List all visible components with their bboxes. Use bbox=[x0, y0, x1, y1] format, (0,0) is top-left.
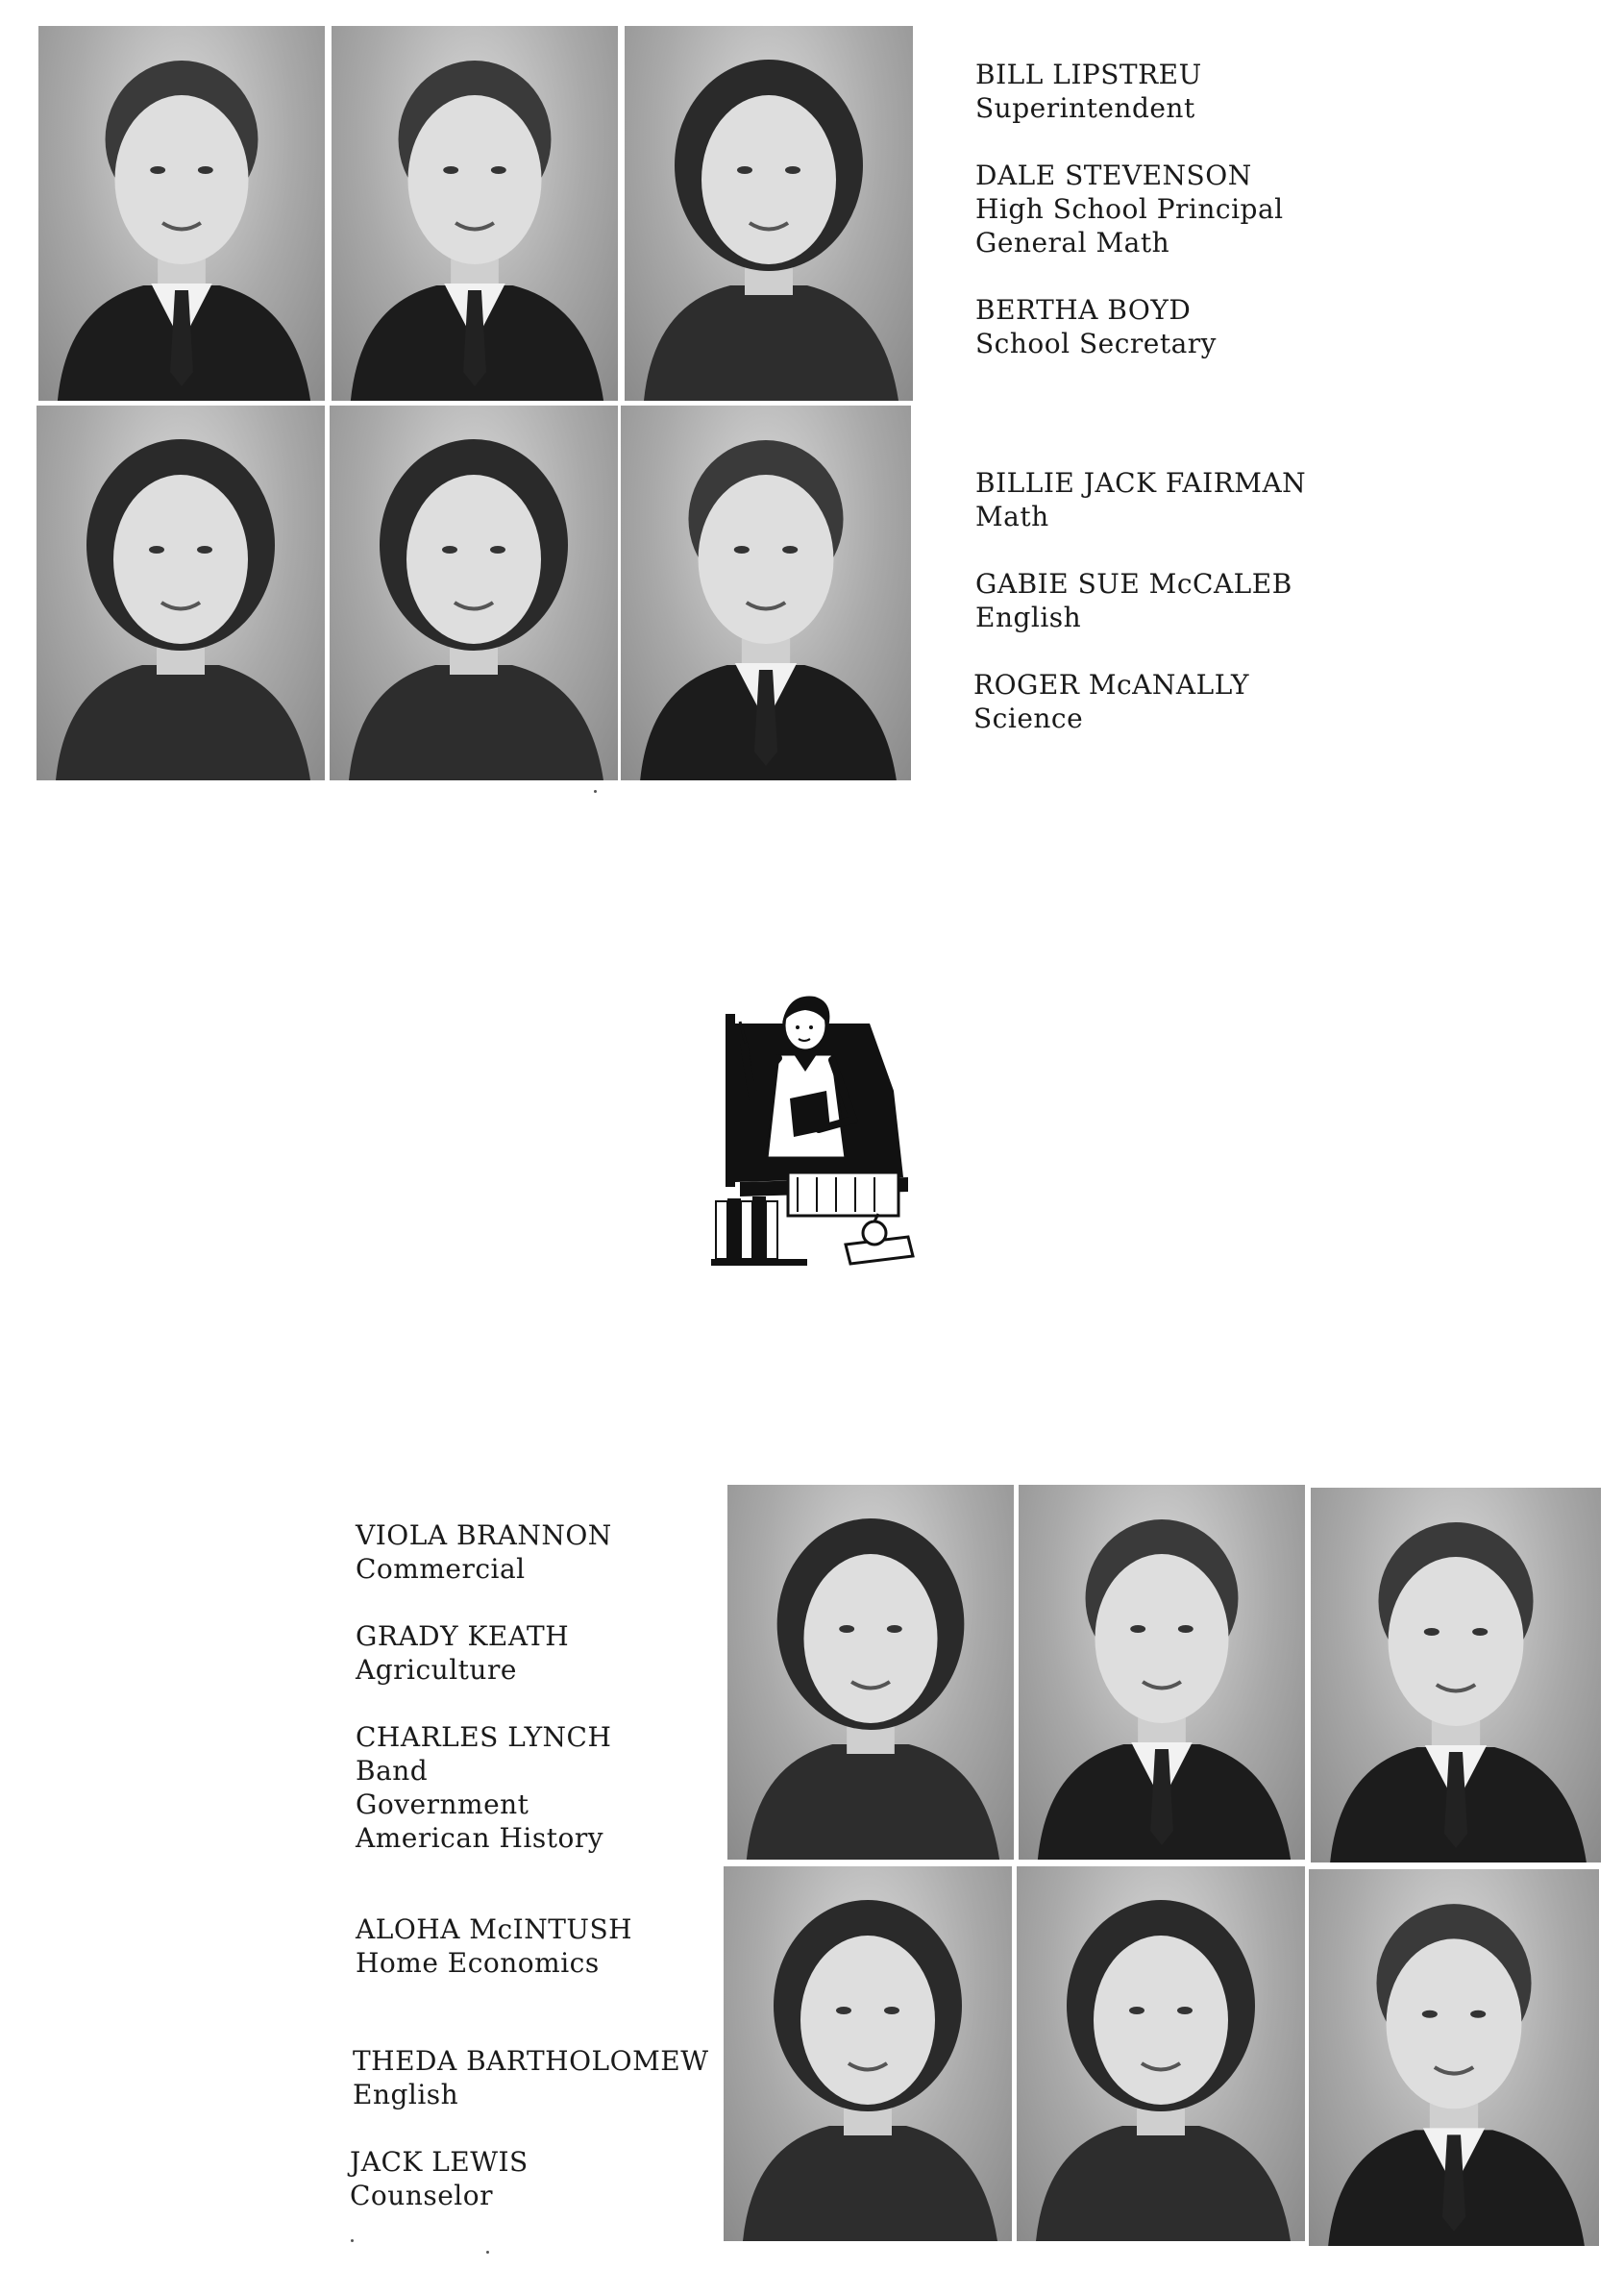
staff-name: ALOHA McINTUSH bbox=[356, 1913, 633, 1945]
portrait-photo bbox=[37, 406, 325, 780]
staff-caption bbox=[350, 2145, 529, 2212]
staff-role: Home Economics bbox=[356, 1947, 600, 1979]
staff-name: CHARLES LYNCH bbox=[356, 1721, 612, 1753]
staff-role: Band bbox=[356, 1755, 429, 1787]
staff-role: Counselor bbox=[350, 2180, 493, 2211]
staff-caption bbox=[973, 668, 1249, 735]
portrait-photo bbox=[1019, 1485, 1305, 1860]
staff-role: Superintendent bbox=[975, 92, 1195, 124]
staff-caption bbox=[975, 58, 1202, 125]
staff-caption bbox=[975, 567, 1292, 634]
staff-name: VIOLA BRANNON bbox=[356, 1519, 612, 1551]
staff-caption bbox=[975, 466, 1306, 533]
staff-name: GRADY KEATH bbox=[356, 1620, 570, 1652]
staff-role: English bbox=[975, 602, 1082, 633]
portrait-photo bbox=[625, 26, 913, 401]
staff-caption bbox=[356, 1912, 632, 1980]
staff-name: JACK LEWIS bbox=[350, 2146, 529, 2178]
staff-role: High School Principal bbox=[975, 193, 1284, 225]
staff-role: School Secretary bbox=[975, 328, 1218, 359]
portrait-photo bbox=[724, 1866, 1012, 2241]
staff-role: General Math bbox=[975, 227, 1170, 259]
teacher-at-blackboard-icon bbox=[701, 985, 923, 1273]
staff-role: Agriculture bbox=[356, 1654, 517, 1686]
staff-name: BERTHA BOYD bbox=[975, 294, 1192, 326]
staff-name: DALE STEVENSON bbox=[975, 160, 1252, 191]
scan-speck bbox=[486, 2251, 489, 2254]
staff-caption bbox=[356, 1720, 611, 1855]
staff-caption bbox=[975, 159, 1284, 259]
staff-caption bbox=[356, 1619, 569, 1687]
portrait-photo bbox=[332, 26, 618, 401]
staff-name: GABIE SUE McCALEB bbox=[975, 568, 1292, 600]
staff-role: English bbox=[353, 2079, 459, 2110]
staff-role: Math bbox=[975, 501, 1049, 532]
staff-name: BILLIE JACK FAIRMAN bbox=[975, 467, 1307, 499]
staff-role: American History bbox=[356, 1822, 604, 1854]
portrait-photo bbox=[330, 406, 618, 780]
portrait-photo bbox=[38, 26, 325, 401]
scan-speck bbox=[594, 790, 597, 793]
staff-name: THEDA BARTHOLOMEW bbox=[353, 2045, 709, 2077]
staff-role: Commercial bbox=[356, 1553, 526, 1585]
portrait-photo bbox=[727, 1485, 1014, 1860]
portrait-photo bbox=[1017, 1866, 1305, 2241]
staff-role: Government bbox=[356, 1788, 529, 1820]
staff-name: BILL LIPSTREU bbox=[975, 59, 1202, 90]
staff-caption bbox=[975, 293, 1217, 360]
scan-speck bbox=[351, 2239, 354, 2242]
staff-caption bbox=[353, 2044, 708, 2111]
portrait-photo bbox=[621, 406, 911, 780]
staff-name: ROGER McANALLY bbox=[973, 669, 1249, 701]
staff-role: Science bbox=[973, 703, 1084, 734]
portrait-photo bbox=[1309, 1869, 1599, 2246]
portrait-photo bbox=[1311, 1488, 1601, 1862]
staff-caption bbox=[356, 1518, 612, 1586]
